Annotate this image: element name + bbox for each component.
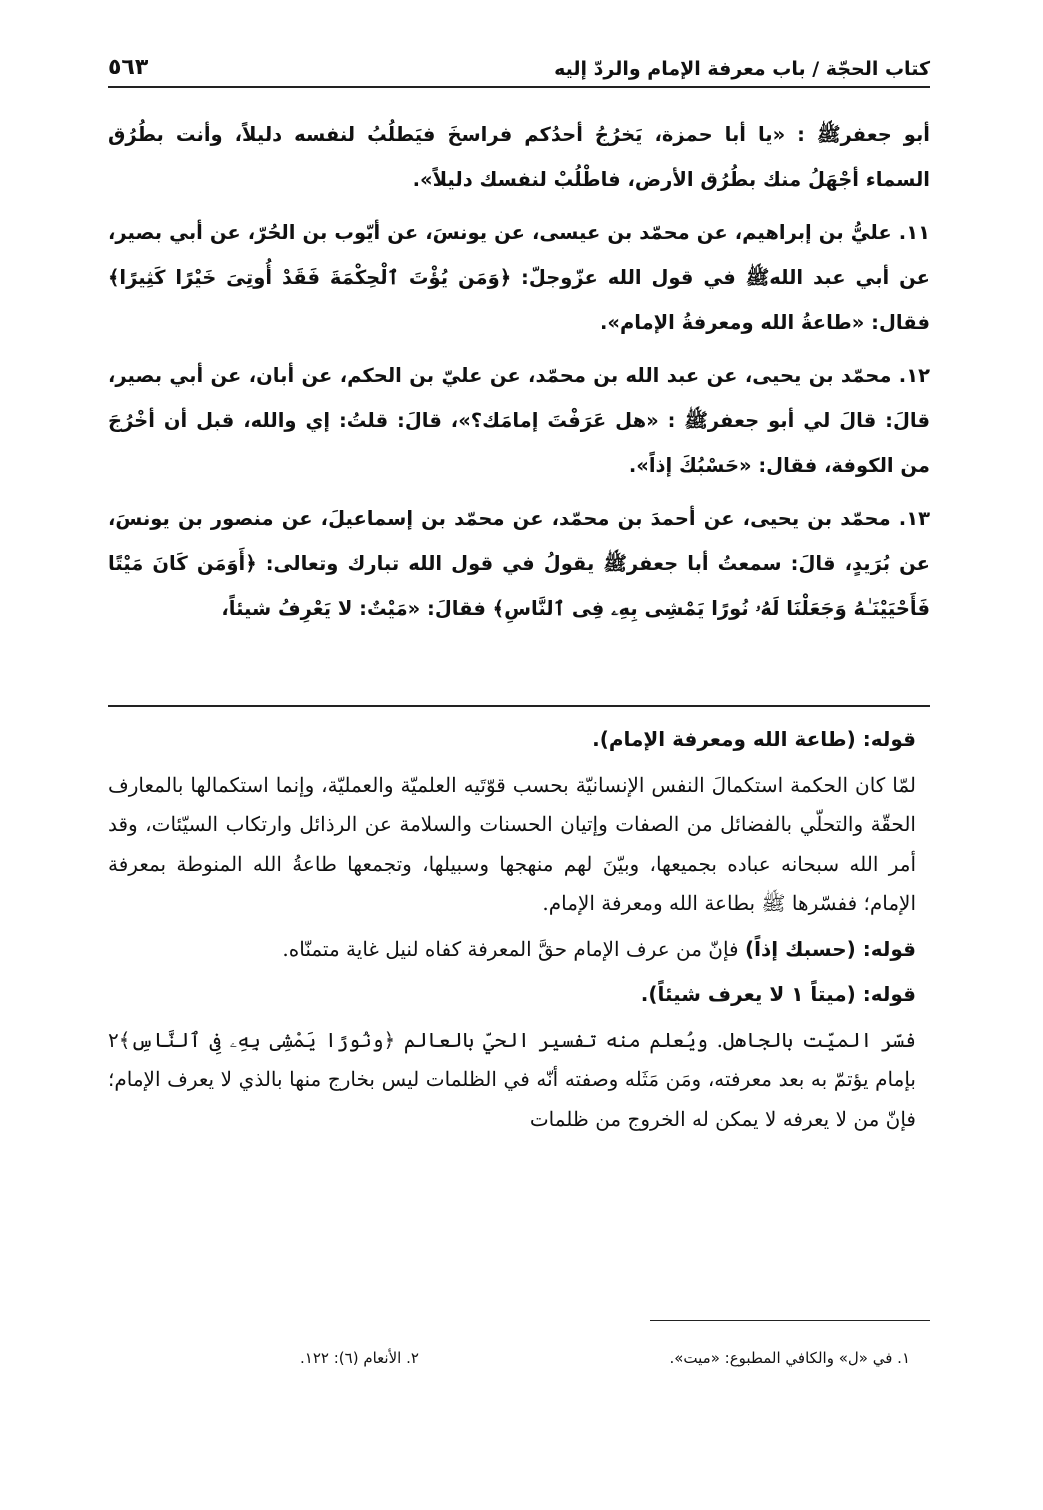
hadith-paragraph: أبو جعفرﷺ : «يا أبا حمزة، يَخرُجُ أحدُكم فراسخَ فيَطلُبُ لنفسه دليلاً، وأنت بطُرُق السماء أجْهَلُ منك بطُرُق الأرض، فاطْلُبْ لنفسك دليلاً». <box>108 123 930 191</box>
hadith-paragraph: ١٢. محمّد بن يحيى، عن عبد الله بن محمّد، عن عليّ بن الحكم، عن أبان، عن أبي بصير، قالَ: قالَ لي أبو جعفرﷺ : «هل عَرَفْتَ إمامَك؟»، قالَ: قلتُ: إي والله، قبل أن أخْرُجَ من الكوفة، فقال: «حَسْبُكَ إذاً». <box>108 364 930 477</box>
commentary-heading-line <box>108 930 930 970</box>
footnote-1: ١. في «ل» والكافي المطبوع: «ميت». <box>669 1349 910 1367</box>
section-divider <box>108 705 930 707</box>
hadith-text <box>108 112 930 639</box>
commentary-inline-text: فإنّ من عرف الإمام حقَّ المعرفة كفاه لنيل غاية متمنّاه. <box>282 936 745 961</box>
commentary-paragraph: لمّا كان الحكمة استكمالَ النفس الإنسانيّة بحسب قوّتَيه العلميّة والعمليّة، وإنما استكمالها بالمعارف الحقّة والتحلّي بالفضائل من الصفات وإتيان الحسنات والسلامة عن الرذائل وارتكاب السيّئات، وقد أمر الله سبحانه عباده بجميعها، وبيّنَ لهم منهجها وسبيلها، وتجمعها طاعةُ الله المنوطة بمعرفة الإمام؛ ففسّرها ﷺ بطاعة الله ومعرفة الإمام. <box>108 772 916 915</box>
running-header <box>108 36 930 80</box>
commentary-heading: قوله: (طاعة الله ومعرفة الإمام). <box>592 727 916 751</box>
header-rule <box>108 86 930 88</box>
commentary-paragraph: فسّر الميّت بالجاهل. ويُعلم منه تفسير الحيّ بالعالم ﴿ونُورًا يَمْشِى بِهِۦ فِى ٱلنَّاسِ﴾٢ بإمام يؤتمّ به بعد معرفته، ومَن مَثَله وصفته أنّه في الظلمات ليس بخارج منها بالذي لا يعرف الإمام؛ فإنّ من لا يعرفه لا يمكن له الخروج من ظلمات <box>108 1027 916 1131</box>
commentary-heading: قوله: (حسبك إذاً) <box>744 936 916 961</box>
commentary-heading: قوله: (ميتاً ١ لا يعرف شيئاً). <box>640 982 916 1006</box>
footnotes <box>300 1349 910 1367</box>
chapter-title: كتاب الحجّة / باب معرفة الإمام والردّ إليه <box>554 58 930 80</box>
commentary-text <box>108 720 930 1145</box>
footnote-rule <box>650 1320 930 1321</box>
hadith-paragraph: ١١. عليُّ بن إبراهيم، عن محمّد بن عيسى، عن يونسَ، عن أيّوب بن الحُرّ، عن أبي بصير، عن أبي عبد اللهﷺ في قول الله عزّوجلّ: ﴿وَمَن يُؤْتَ ٱلْحِكْمَةَ فَقَدْ أُوتِىَ خَيْرًا كَثِيرًا﴾ فقال: «طاعةُ الله ومعرفةُ الإمام». <box>108 221 930 334</box>
footnote-2: ٢. الأنعام (٦): ١٢٢. <box>300 1349 419 1367</box>
hadith-paragraph: ١٣. محمّد بن يحيى، عن أحمدَ بن محمّد، عن محمّد بن إسماعيلَ، عن منصور بن يونسَ، عن بُرَيدٍ، قالَ: سمعتُ أبا جعفرﷺ يقولُ في قول الله تبارك وتعالى: ﴿أَوَمَن كَانَ مَيْتًا فَأَحْيَيْنَـٰهُ وَجَعَلْنَا لَهُۥ نُورًا يَمْشِى بِهِۦ فِى ٱلنَّاسِ﴾ فقالَ: «مَيْتٌ: لا يَعْرِفُ شيئاً، <box>108 507 930 620</box>
page-number: ٥٦٣ <box>108 55 149 80</box>
